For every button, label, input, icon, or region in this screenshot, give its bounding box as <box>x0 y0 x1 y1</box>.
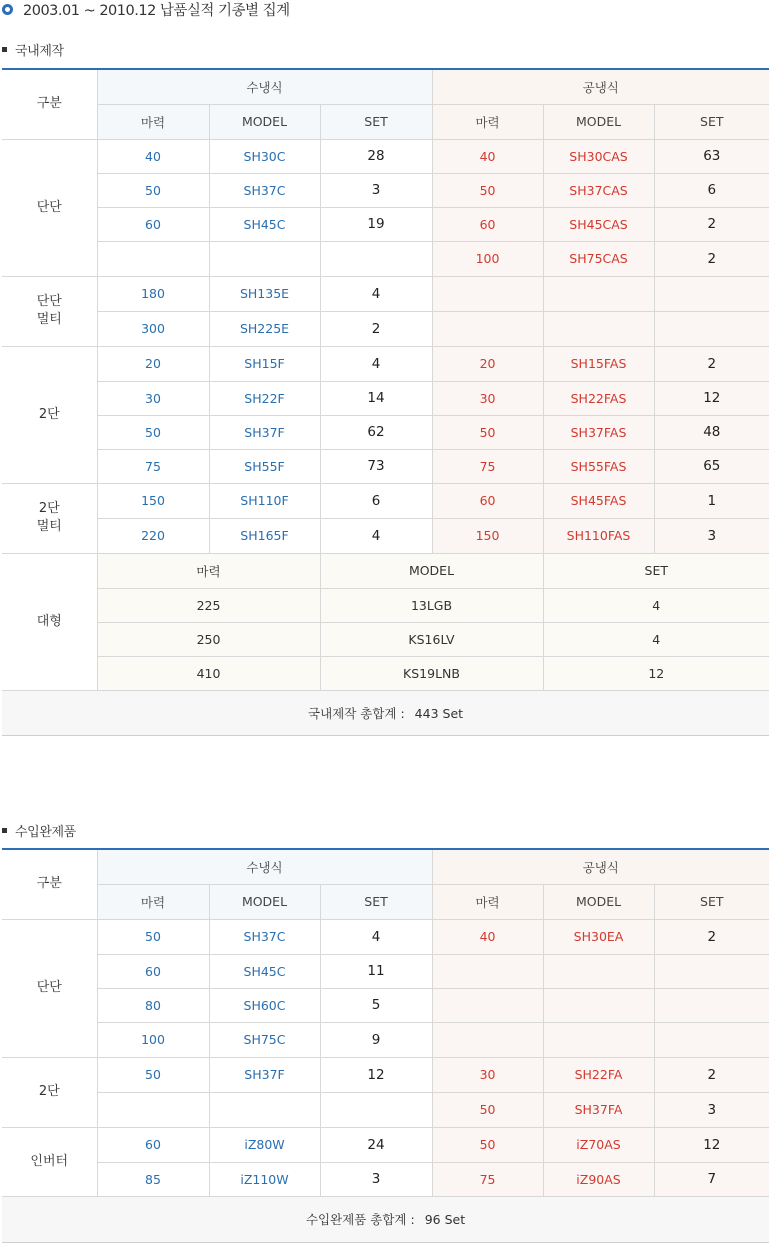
water-set: 2 <box>320 311 432 346</box>
water-set: 73 <box>320 449 432 483</box>
air-power: 60 <box>432 483 543 518</box>
air-model: SH45FAS <box>543 483 654 518</box>
air-power: 50 <box>432 1092 543 1127</box>
air-model: SH37FA <box>543 1092 654 1127</box>
air-power <box>432 988 543 1022</box>
table-row <box>2 483 769 518</box>
air-power <box>432 276 543 311</box>
header-air-cooled: 공냉식 <box>432 69 769 104</box>
water-model <box>209 241 320 276</box>
water-power: 80 <box>97 988 209 1022</box>
total-row <box>2 690 769 735</box>
air-set: 6 <box>654 173 769 207</box>
air-set <box>654 954 769 988</box>
air-power: 75 <box>432 449 543 483</box>
header-model: MODEL <box>209 884 320 919</box>
air-model: SH55FAS <box>543 449 654 483</box>
header-row <box>2 69 769 104</box>
water-set <box>320 1092 432 1127</box>
air-set: 7 <box>654 1162 769 1196</box>
header-water-cooled: 수냉식 <box>97 69 432 104</box>
circle-bullet-icon <box>2 4 13 15</box>
air-model: SH110FAS <box>543 518 654 553</box>
air-set: 65 <box>654 449 769 483</box>
air-model: SH45CAS <box>543 207 654 241</box>
large-set: 4 <box>543 588 769 622</box>
water-model: SH30C <box>209 139 320 173</box>
air-set: 3 <box>654 1092 769 1127</box>
water-set: 3 <box>320 1162 432 1196</box>
square-bullet-icon <box>2 47 7 52</box>
air-power <box>432 1022 543 1057</box>
subheader-row <box>2 104 769 139</box>
air-set: 2 <box>654 241 769 276</box>
air-power: 30 <box>432 381 543 415</box>
air-set: 2 <box>654 1057 769 1092</box>
water-model: SH22F <box>209 381 320 415</box>
large-power: 250 <box>97 622 320 656</box>
header-power: 마력 <box>97 104 209 139</box>
group-label: 대형 <box>2 553 97 690</box>
water-power: 150 <box>97 483 209 518</box>
header-model: MODEL <box>543 884 654 919</box>
table-row <box>2 656 769 690</box>
water-set: 28 <box>320 139 432 173</box>
large-model: 13LGB <box>320 588 543 622</box>
table-row <box>2 173 769 207</box>
air-power: 40 <box>432 919 543 954</box>
water-model: SH15F <box>209 346 320 381</box>
page-title <box>2 0 290 18</box>
total-label: 국내제작 총합계 : <box>308 705 405 721</box>
water-power: 300 <box>97 311 209 346</box>
air-model <box>543 311 654 346</box>
header-power: 마력 <box>97 884 209 919</box>
table-row <box>2 381 769 415</box>
header-gubun: 구분 <box>2 69 97 139</box>
large-header-model: MODEL <box>320 553 543 588</box>
table-row <box>2 1162 769 1196</box>
water-model: SH37C <box>209 173 320 207</box>
square-bullet-icon <box>2 828 7 833</box>
air-model <box>543 954 654 988</box>
air-model: SH37FAS <box>543 415 654 449</box>
group-label: 단단 <box>2 919 97 1057</box>
imported-table <box>2 848 769 1243</box>
large-power: 410 <box>97 656 320 690</box>
air-set: 3 <box>654 518 769 553</box>
air-power: 150 <box>432 518 543 553</box>
large-model: KS19LNB <box>320 656 543 690</box>
air-model: SH30CAS <box>543 139 654 173</box>
air-set: 12 <box>654 1127 769 1162</box>
water-set: 14 <box>320 381 432 415</box>
water-power: 60 <box>97 207 209 241</box>
group-label: 2단 <box>2 1057 97 1127</box>
water-model: SH37F <box>209 1057 320 1092</box>
water-set: 4 <box>320 276 432 311</box>
water-power: 60 <box>97 1127 209 1162</box>
header-model: MODEL <box>543 104 654 139</box>
water-set: 11 <box>320 954 432 988</box>
table-row <box>2 518 769 553</box>
water-model <box>209 1092 320 1127</box>
water-set: 5 <box>320 988 432 1022</box>
table-row <box>2 276 769 311</box>
water-model: SH75C <box>209 1022 320 1057</box>
air-model: iZ90AS <box>543 1162 654 1196</box>
water-power <box>97 241 209 276</box>
water-power: 30 <box>97 381 209 415</box>
water-power: 60 <box>97 954 209 988</box>
header-model: MODEL <box>209 104 320 139</box>
air-power: 40 <box>432 139 543 173</box>
air-power: 60 <box>432 207 543 241</box>
water-model: SH37C <box>209 919 320 954</box>
table-row <box>2 988 769 1022</box>
water-set: 4 <box>320 919 432 954</box>
large-set: 12 <box>543 656 769 690</box>
group-label: 단단 멀티 <box>2 276 97 346</box>
water-power: 85 <box>97 1162 209 1196</box>
water-power: 50 <box>97 1057 209 1092</box>
table-row <box>2 1022 769 1057</box>
water-set: 19 <box>320 207 432 241</box>
table-row <box>2 311 769 346</box>
water-model: SH45C <box>209 954 320 988</box>
water-model: SH135E <box>209 276 320 311</box>
table-row <box>2 919 769 954</box>
air-model: iZ70AS <box>543 1127 654 1162</box>
water-model: SH60C <box>209 988 320 1022</box>
air-power: 20 <box>432 346 543 381</box>
total-value: 96 Set <box>424 1212 466 1227</box>
header-gubun: 구분 <box>2 849 97 919</box>
table-row <box>2 415 769 449</box>
water-set: 4 <box>320 346 432 381</box>
water-set: 6 <box>320 483 432 518</box>
group-label: 2단 멀티 <box>2 483 97 553</box>
large-power: 225 <box>97 588 320 622</box>
header-air-cooled: 공냉식 <box>432 849 769 884</box>
subheader-row <box>2 884 769 919</box>
water-model: SH37F <box>209 415 320 449</box>
header-row <box>2 849 769 884</box>
water-model: iZ80W <box>209 1127 320 1162</box>
water-power: 50 <box>97 173 209 207</box>
large-set: 4 <box>543 622 769 656</box>
total-label: 수입완제품 총합계 : <box>305 1212 415 1227</box>
water-power: 180 <box>97 276 209 311</box>
air-set: 2 <box>654 346 769 381</box>
water-model: SH165F <box>209 518 320 553</box>
water-set: 12 <box>320 1057 432 1092</box>
air-model <box>543 988 654 1022</box>
air-power: 100 <box>432 241 543 276</box>
air-power: 50 <box>432 173 543 207</box>
table-row <box>2 139 769 173</box>
water-set <box>320 241 432 276</box>
air-model: SH22FAS <box>543 381 654 415</box>
table-row <box>2 1092 769 1127</box>
water-power <box>97 1092 209 1127</box>
water-power: 50 <box>97 919 209 954</box>
air-set: 1 <box>654 483 769 518</box>
air-set <box>654 276 769 311</box>
table-row <box>2 1057 769 1092</box>
table-row <box>2 207 769 241</box>
table-row <box>2 622 769 656</box>
water-set: 4 <box>320 518 432 553</box>
page-title-text: 2003.01 ~ 2010.12 납품실적 기종별 집계 <box>23 2 290 19</box>
table-row <box>2 588 769 622</box>
air-set: 2 <box>654 919 769 954</box>
header-water-cooled: 수냉식 <box>97 849 432 884</box>
air-set: 12 <box>654 381 769 415</box>
air-power <box>432 954 543 988</box>
air-set <box>654 1022 769 1057</box>
air-set: 2 <box>654 207 769 241</box>
total-row <box>2 1196 769 1242</box>
table-row <box>2 241 769 276</box>
water-power: 220 <box>97 518 209 553</box>
air-model <box>543 276 654 311</box>
air-model: SH75CAS <box>543 241 654 276</box>
domestic-table <box>2 68 769 736</box>
table-row <box>2 954 769 988</box>
group-label: 단단 <box>2 139 97 276</box>
domestic-total <box>2 690 769 735</box>
table-row <box>2 1127 769 1162</box>
section-title-imported: 수입완제품 <box>2 823 76 837</box>
imported-total <box>2 1196 769 1242</box>
water-model: SH45C <box>209 207 320 241</box>
air-power: 30 <box>432 1057 543 1092</box>
air-model: SH22FA <box>543 1057 654 1092</box>
water-model: SH225E <box>209 311 320 346</box>
header-set: SET <box>320 884 432 919</box>
water-set: 3 <box>320 173 432 207</box>
group-label: 인버터 <box>2 1127 97 1196</box>
table-row <box>2 346 769 381</box>
header-power: 마력 <box>432 884 543 919</box>
large-header-row <box>2 553 769 588</box>
air-power <box>432 311 543 346</box>
water-power: 40 <box>97 139 209 173</box>
water-set: 9 <box>320 1022 432 1057</box>
large-header-set: SET <box>543 553 769 588</box>
header-set: SET <box>654 884 769 919</box>
section-title-domestic: 국내제작 <box>2 42 64 56</box>
header-set: SET <box>320 104 432 139</box>
air-model: SH15FAS <box>543 346 654 381</box>
table-row <box>2 449 769 483</box>
air-power: 50 <box>432 415 543 449</box>
air-model: SH37CAS <box>543 173 654 207</box>
air-set <box>654 988 769 1022</box>
air-set <box>654 311 769 346</box>
water-set: 62 <box>320 415 432 449</box>
water-power: 100 <box>97 1022 209 1057</box>
air-power: 50 <box>432 1127 543 1162</box>
group-label: 2단 <box>2 346 97 483</box>
water-model: iZ110W <box>209 1162 320 1196</box>
large-header-power: 마력 <box>97 553 320 588</box>
water-power: 75 <box>97 449 209 483</box>
large-model: KS16LV <box>320 622 543 656</box>
air-power: 75 <box>432 1162 543 1196</box>
air-model: SH30EA <box>543 919 654 954</box>
water-model: SH110F <box>209 483 320 518</box>
air-set: 48 <box>654 415 769 449</box>
air-set: 63 <box>654 139 769 173</box>
total-value: 443 Set <box>414 705 464 721</box>
header-power: 마력 <box>432 104 543 139</box>
header-set: SET <box>654 104 769 139</box>
water-power: 50 <box>97 415 209 449</box>
water-set: 24 <box>320 1127 432 1162</box>
water-model: SH55F <box>209 449 320 483</box>
water-power: 20 <box>97 346 209 381</box>
air-model <box>543 1022 654 1057</box>
